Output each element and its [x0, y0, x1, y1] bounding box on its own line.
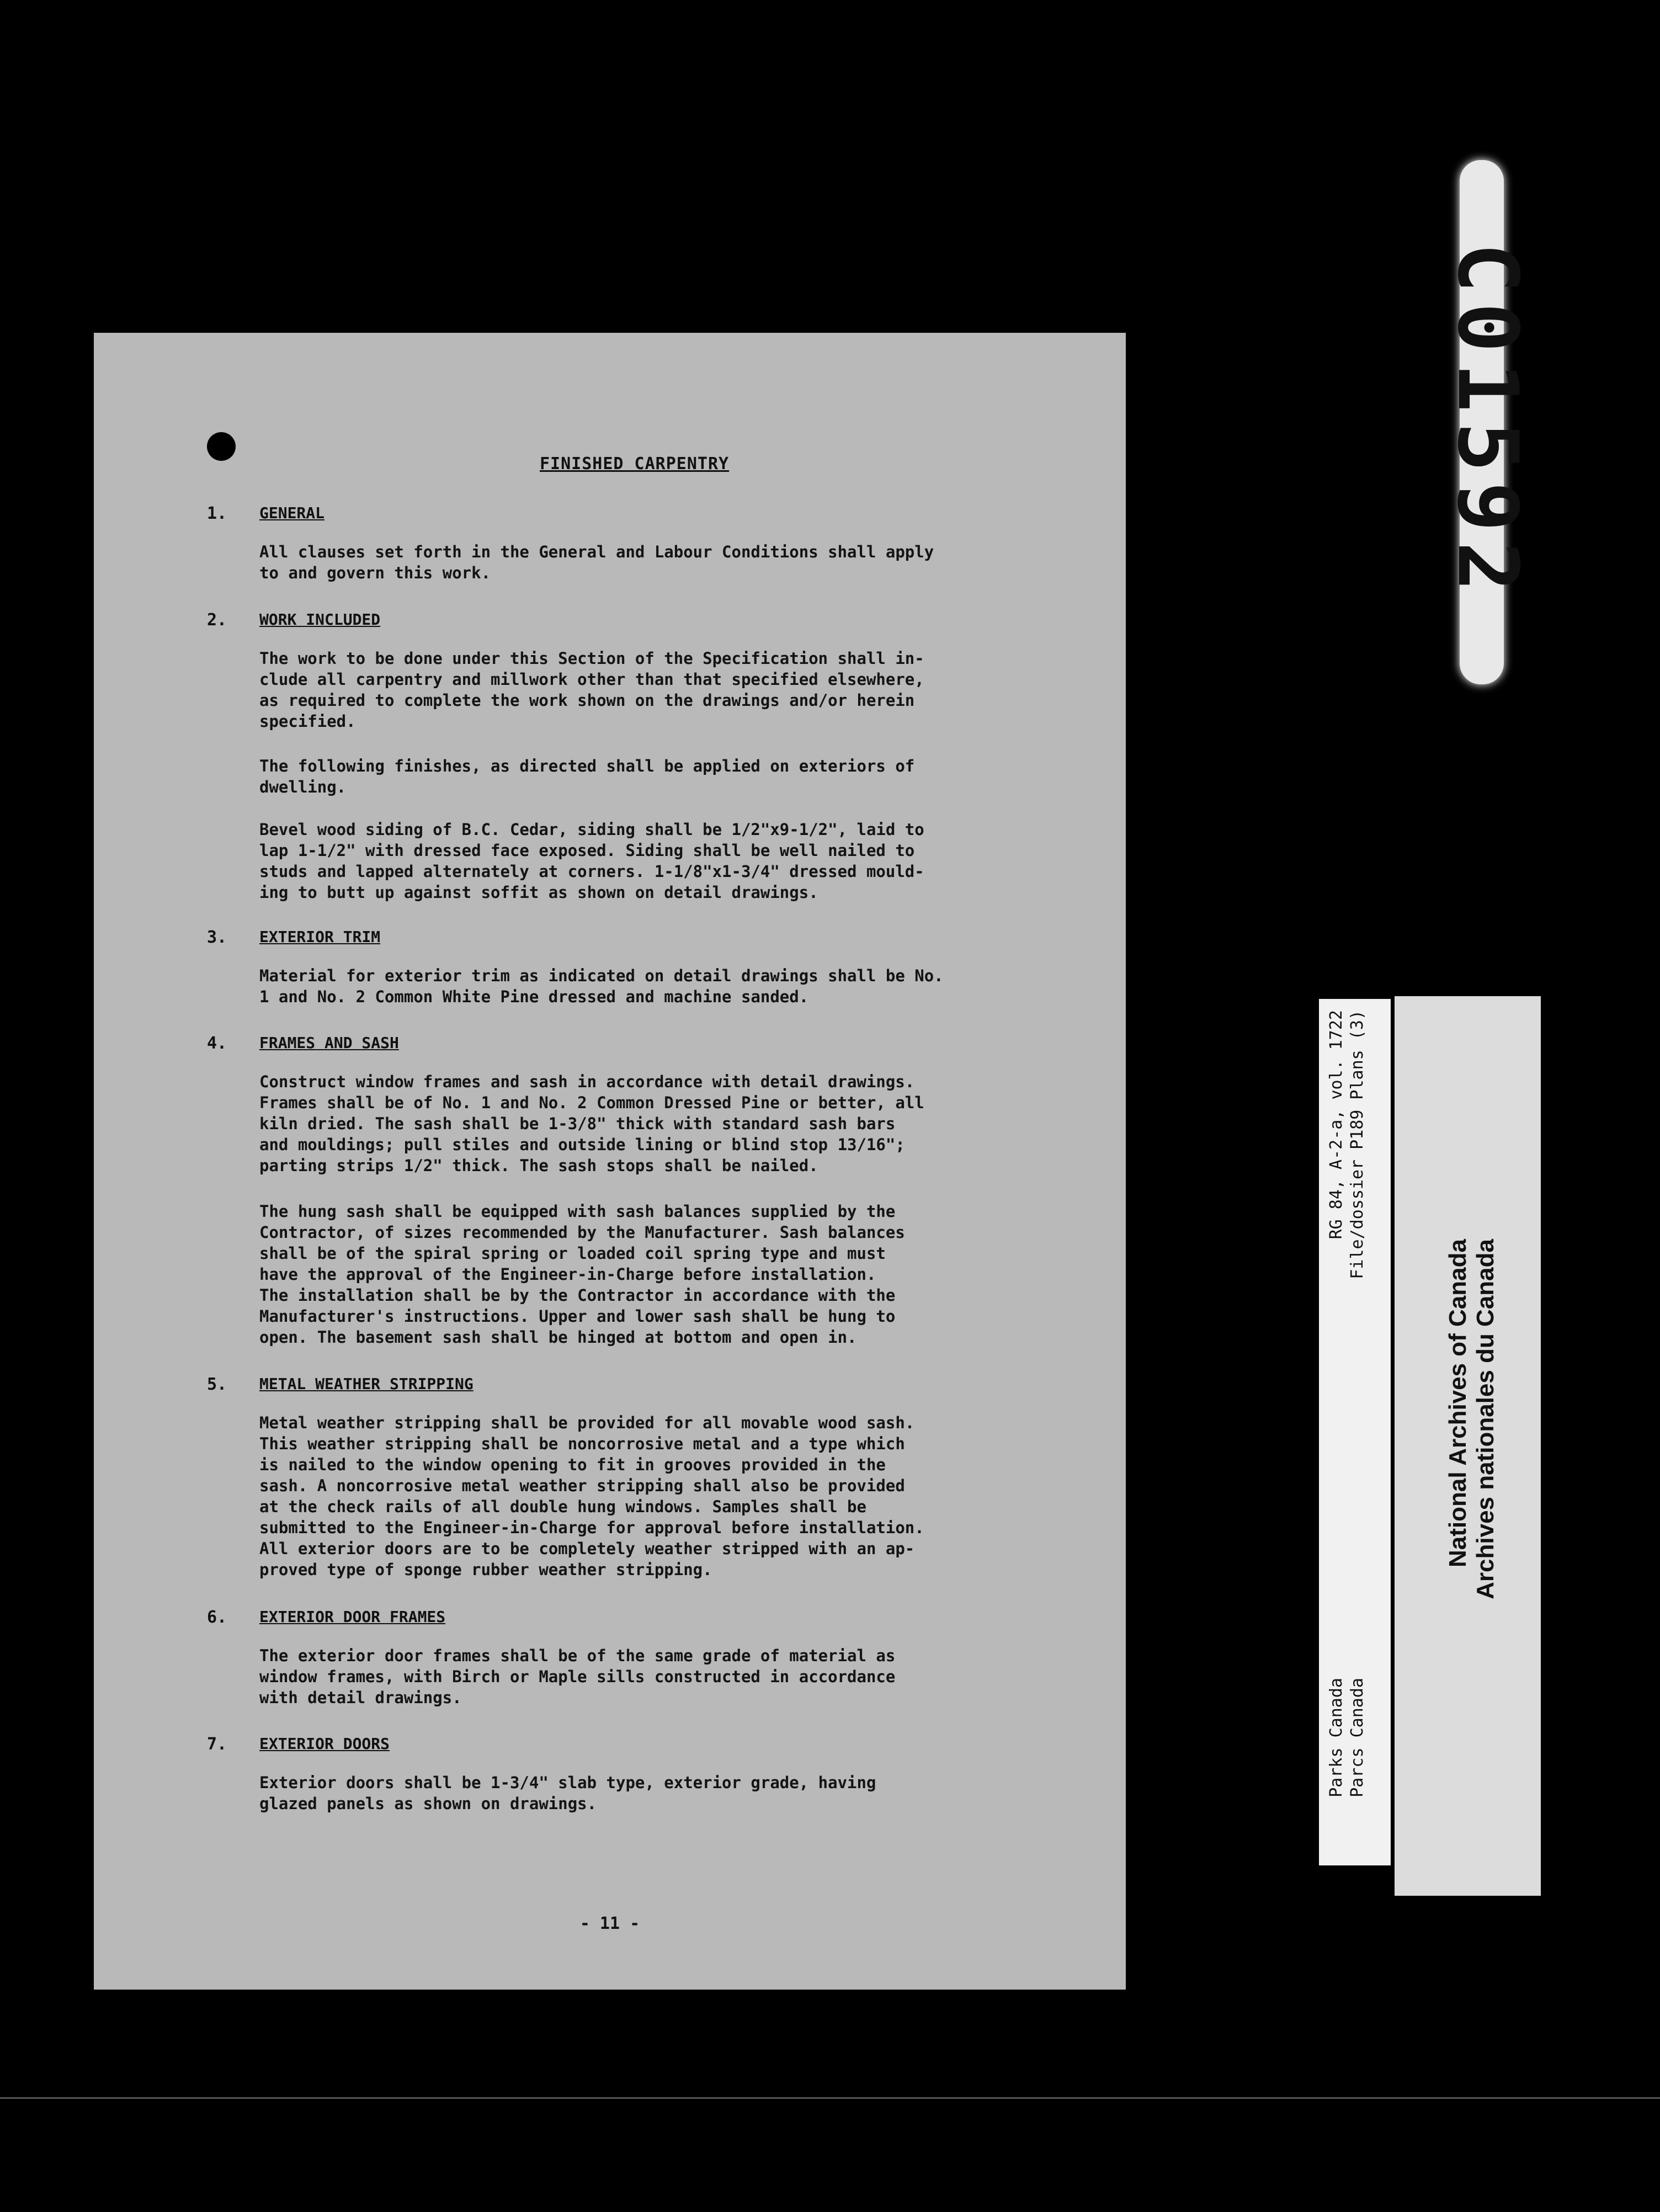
paragraph: Bevel wood siding of B.C. Cedar, siding shall be 1/2"x9-1/2", laid to lap 1-1/2" with dressed face exposed. Siding shall be well nailed to studs and lapped alternately at corners. 1-1/8"x1-3/4" dressed mould- ing to butt up against soffit as shown on detail drawings. — [259, 820, 924, 902]
section-number: 5. — [207, 1375, 227, 1394]
archive-reference-label — [1319, 999, 1391, 1865]
punch-hole — [207, 432, 236, 461]
reference-line-2: File/dossier P189 Plans (3) — [1348, 1010, 1367, 1279]
page-number: - 11 - — [579, 1914, 640, 1933]
section-number: 3. — [207, 928, 227, 947]
archive-institution-label — [1395, 996, 1541, 1896]
parks-canada-fr: Parcs Canada — [1348, 1678, 1367, 1798]
paragraph: Metal weather stripping shall be provided for all movable wood sash. This weather stripping shall be noncorrosive metal and a type which is nailed to the window opening to fit in grooves provided in the sash. A noncorrosive metal weather stripping shall also be provided at the check rails of all double hung windows. Samples shall be submitted to the Engineer-in-Charge for approval before installation. All exterior doors are to be completely weather stripped with an ap- proved type of sponge rubber weather stripping. — [259, 1413, 924, 1579]
paragraph: The hung sash shall be equipped with sash balances supplied by the Contractor, of sizes recommended by the Manufacturer. Sash balances shall be of the spiral spring or loaded coil spring type and must have the approval of the Engineer-in-Charge before installation. The installation shall be by the Contractor in accordance with the Manufacturer's instructions. Upper and lower sash shall be hung to open. The basement sash shall be hinged at bottom and open in. — [259, 1202, 905, 1347]
section-heading: METAL WEATHER STRIPPING — [259, 1375, 473, 1393]
paragraph: Material for exterior trim as indicated on detail drawings shall be No. 1 and No. 2 Common White Pine dressed and machine sanded. — [259, 966, 944, 1006]
paragraph: Exterior doors shall be 1-3/4" slab type, exterior grade, having glazed panels as shown on drawings. — [259, 1773, 876, 1813]
section-heading: GENERAL — [259, 504, 325, 522]
section-heading: EXTERIOR DOOR FRAMES — [259, 1608, 446, 1626]
nac-name-fr: Archives nationales du Canada — [1472, 1239, 1499, 1599]
parks-canada-en: Parks Canada — [1327, 1678, 1346, 1798]
document-title: FINISHED CARPENTRY — [540, 454, 730, 474]
paragraph: All clauses set forth in the General and Labour Conditions shall apply to and govern this work. — [259, 543, 934, 582]
section-number: 7. — [207, 1735, 227, 1754]
nac-name-en: National Archives of Canada — [1444, 1239, 1471, 1567]
section-heading: EXTERIOR TRIM — [259, 928, 381, 946]
section-number: 6. — [207, 1608, 227, 1627]
paragraph: The work to be done under this Section of the Specification shall in- clude all carpentry and millwork other than that specified elsewhere, as required to complete the work shown on the drawings and/or herein specified. — [259, 649, 924, 731]
section-number: 2. — [207, 610, 227, 630]
section-heading: EXTERIOR DOORS — [259, 1735, 390, 1753]
frame-number: C01592 — [1439, 243, 1535, 602]
paragraph: The following finishes, as directed shall be applied on exteriors of dwelling. — [259, 757, 915, 796]
film-edge-line — [0, 2097, 1660, 2099]
paragraph: Construct window frames and sash in accordance with detail drawings. Frames shall be of No. 1 and No. 2 Common Dressed Pine or better, all kiln dried. The sash shall be 1-3/8" thick with standard sash bars and mouldings; pull stiles and outside lining or blind stop 13/16"; parting strips 1/2" thick. The sash stops shall be nailed. — [259, 1072, 924, 1175]
section-number: 4. — [207, 1034, 227, 1053]
section-heading: FRAMES AND SASH — [259, 1034, 399, 1052]
paragraph: The exterior door frames shall be of the same grade of material as window frames, with Birch or Maple sills constructed in accordance with detail drawings. — [259, 1646, 896, 1707]
document-page — [94, 333, 1126, 1990]
section-heading: WORK INCLUDED — [259, 610, 381, 629]
reference-line-1: RG 84, A-2-a, vol. 1722 — [1327, 1010, 1346, 1240]
section-number: 1. — [207, 504, 227, 523]
